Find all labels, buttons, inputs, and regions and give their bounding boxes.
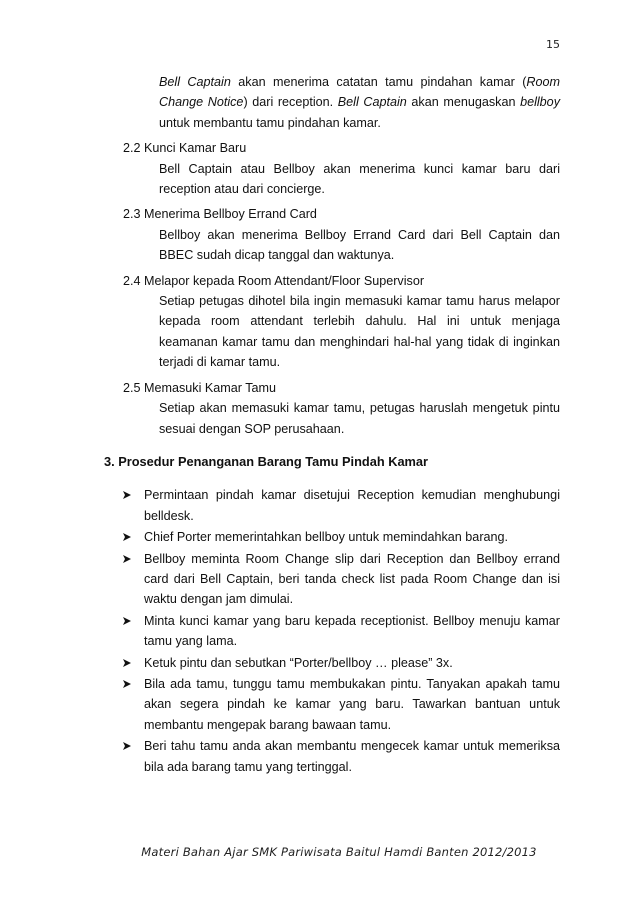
intro-term-bell-captain: Bell Captain — [159, 75, 231, 89]
page-number: 15 — [546, 38, 560, 51]
subsection-2-5 — [108, 378, 560, 439]
subsection-text: Setiap akan memasuki kamar tamu, petugas haruslah mengetuk pintu sesuai dengan SOP perusahaan. — [159, 401, 560, 436]
intro-text: akan menerima catatan tamu pindahan kamar ( — [230, 75, 527, 89]
arrow-bullet-icon — [122, 741, 132, 751]
arrow-bullet-icon — [122, 532, 132, 542]
arrow-bullet-icon — [122, 616, 132, 626]
intro-term-bellboy: bellboy — [520, 95, 560, 110]
list-item-text: Permintaan pindah kamar disetujui Reception kemudian menghubungi belldesk. — [144, 488, 560, 523]
list-item — [120, 485, 560, 526]
intro-text: akan menugaskan — [406, 95, 521, 110]
intro-text: untuk membantu tamu pindahan kamar. — [159, 115, 381, 130]
subsection-title: 2.3 Menerima Bellboy Errand Card — [123, 207, 317, 222]
document-body — [104, 72, 560, 778]
list-item — [120, 653, 560, 673]
list-item-text: Minta kunci kamar yang baru kepada receptionist. Bellboy menuju kamar tamu yang lama. — [144, 613, 560, 649]
list-item — [120, 611, 560, 652]
list-item-text: Bila ada tamu, tunggu tamu membukakan pintu. Tanyakan apakah tamu akan segera pindah ke kamar yang baru. Tawarkan bantuan untuk membantu mengepak barang bawaan tamu. — [144, 676, 560, 732]
subsection-title: 2.5 Memasuki Kamar Tamu — [123, 380, 277, 395]
arrow-bullet-icon — [122, 554, 132, 564]
intro-text: ) dari reception. — [243, 95, 338, 110]
section-heading: 3. Prosedur Penanganan Barang Tamu Pindah Kamar — [104, 453, 429, 469]
list-item-text: Beri tahu tamu anda akan membantu mengecek kamar untuk memeriksa bila ada barang tamu yang tertinggal. — [144, 739, 560, 774]
subsection-2-3 — [108, 204, 560, 265]
procedure-list — [108, 485, 560, 777]
list-item — [120, 736, 560, 777]
list-item-text: Ketuk pintu dan sebutkan “Porter/bellboy … please” 3x. — [144, 655, 453, 670]
subsection-text: Bellboy akan menerima Bellboy Errand Card dari Bell Captain dan BBEC sudah dicap tanggal dan waktunya. — [159, 227, 560, 263]
intro-term-room-change-notice: Room Change Notice — [159, 75, 560, 110]
list-item-text: Bellboy meminta Room Change slip dari Reception dan Bellboy errand card dari Bell Captain, beri tanda check list pada Room Change dan isi waktu dengan jam dimulai. — [144, 551, 560, 607]
page-footer: Materi Bahan Ajar SMK Pariwisata Baitul Hamdi Banten 2012/2013 — [141, 845, 537, 859]
subsection-text: Bell Captain atau Bellboy akan menerima kunci kamar baru dari reception atau dari concierge. — [159, 161, 560, 197]
arrow-bullet-icon — [122, 490, 132, 500]
subsection-text: Setiap petugas dihotel bila ingin memasuki kamar tamu harus melapor kepada room attendant terlebih dahulu. Hal ini untuk menjaga keamanan kamar tamu dan menghindari hal-hal yang tidak di inginkan terjadi di kamar tamu. — [159, 294, 560, 370]
subsection-2-2 — [108, 138, 560, 199]
subsection-title: 2.2 Kunci Kamar Baru — [123, 141, 247, 156]
intro-paragraph — [108, 72, 560, 133]
arrow-bullet-icon — [122, 679, 132, 689]
list-item-text: Chief Porter memerintahkan bellboy untuk memindahkan barang. — [144, 530, 509, 545]
arrow-bullet-icon — [122, 658, 132, 668]
subsection-title: 2.4 Melapor kepada Room Attendant/Floor Supervisor — [123, 273, 425, 288]
list-item — [120, 527, 560, 547]
list-item — [120, 674, 560, 735]
subsection-2-4 — [108, 271, 560, 373]
intro-term-bell-captain: Bell Captain — [337, 95, 407, 110]
list-item — [120, 549, 560, 610]
